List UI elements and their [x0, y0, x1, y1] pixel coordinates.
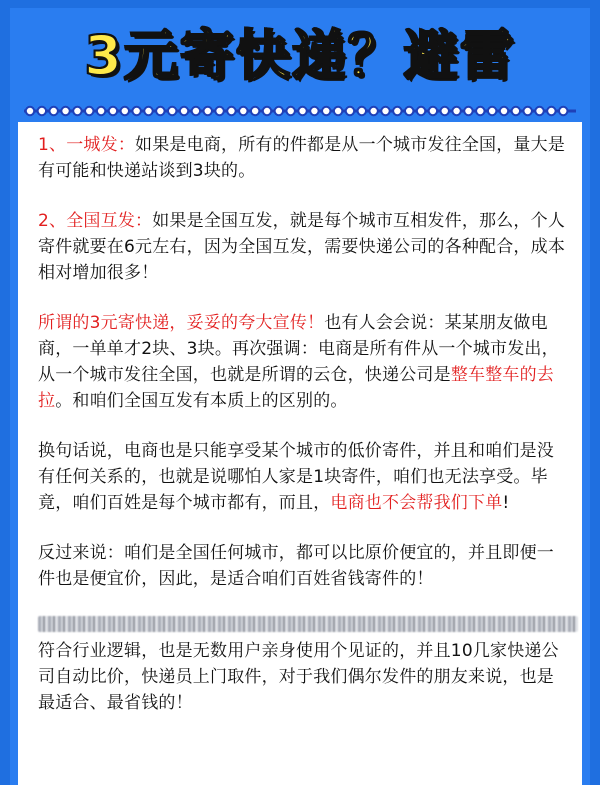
divider-dot	[334, 107, 342, 115]
divider-dot	[429, 107, 437, 115]
section-conclusion	[38, 638, 570, 716]
page-title: 3元寄快递？避雷	[84, 23, 516, 87]
section-four-body: 换句话说，电商也是只能享受某个城市的低价寄件，并且和咱们是没有任何关系的，也就是说哪怕人家是1块寄件，咱们也无法享受。毕竟，咱们百姓是每个城市都有，而且，	[38, 441, 554, 513]
divider-dot	[476, 107, 484, 115]
divider-dot	[500, 107, 508, 115]
decorative-divider	[24, 104, 576, 118]
divider-dot	[239, 107, 247, 115]
section-two-body: 如果是全国互发，就是每个城市互相发件，那么，个人寄件就要在6元左右，因为全国互发，需要快递公司的各种配合，成本相对增加很多！	[38, 211, 566, 283]
divider-dot	[73, 107, 81, 115]
section-three-body: 也有人会会说：某某朋友做电商，一单单才2块、3块。再次强调：电商是所有件从一个城市发出，从一个城市发往全国，也就是所谓的云仓，快递公司是	[38, 313, 559, 385]
section-one-heading: 1、一城发：	[38, 135, 136, 155]
divider-dot	[452, 107, 460, 115]
divider-dot	[168, 107, 176, 115]
divider-dot	[298, 107, 306, 115]
redacted-text-bar	[38, 616, 578, 632]
divider-dot	[215, 107, 223, 115]
section-exaggeration	[38, 310, 570, 414]
divider-dot	[61, 107, 69, 115]
section-three-tail: 。和咱们全国互发有本质上的区别的。	[55, 391, 348, 411]
divider-dot	[417, 107, 425, 115]
divider-dot	[144, 107, 152, 115]
divider-dot	[464, 107, 472, 115]
divider-dot	[251, 107, 259, 115]
divider-dot	[488, 107, 496, 115]
divider-dot	[121, 107, 129, 115]
divider-dot	[405, 107, 413, 115]
section-in-other-words	[38, 438, 570, 516]
section-six-body: 符合行业逻辑，也是无数用户亲身使用个见证的，并且10几家快递公司自动比价，快递员上门取件，对于我们偶尔发件的朋友来说，也是最适合、最省钱的！	[38, 641, 559, 713]
section-one-city	[38, 132, 570, 184]
divider-dot	[393, 107, 401, 115]
divider-dot	[192, 107, 200, 115]
poster-frame	[10, 8, 590, 785]
divider-dot	[109, 107, 117, 115]
divider-dot	[38, 107, 46, 115]
divider-dot	[275, 107, 283, 115]
divider-dot	[156, 107, 164, 115]
divider-dot	[559, 107, 567, 115]
section-three-highlight: 整车整车的去拉	[38, 365, 555, 411]
section-one-body: 如果是电商，所有的件都是从一个城市发往全国，量大是 有可能和快递站谈到3块的。	[38, 135, 566, 181]
divider-dot	[381, 107, 389, 115]
section-five-body: 反过来说：咱们是全国任何城市，都可以比原价便宜的，并且即便一件也是便宜价，因此，是适合咱们百姓省钱寄件的！	[38, 543, 554, 589]
section-nationwide	[38, 208, 570, 286]
section-three-heading: 所谓的3元寄快递，妥妥的夸大宣传！	[38, 313, 325, 333]
divider-dot	[97, 107, 105, 115]
divider-dot	[547, 107, 555, 115]
divider-dot	[132, 107, 140, 115]
divider-dot	[310, 107, 318, 115]
divider-dot	[512, 107, 520, 115]
section-conversely	[38, 540, 570, 592]
section-two-heading: 2、全国互发：	[38, 211, 153, 231]
divider-dot	[204, 107, 212, 115]
divider-dot	[26, 107, 34, 115]
content-card	[18, 122, 582, 785]
divider-dot	[227, 107, 235, 115]
divider-dot	[180, 107, 188, 115]
section-four-highlight: 电商也不会帮我们下单	[330, 493, 503, 513]
divider-dot	[535, 107, 543, 115]
divider-dot	[441, 107, 449, 115]
divider-dot	[358, 107, 366, 115]
title-area	[10, 12, 590, 90]
section-four-end: !	[502, 493, 510, 513]
divider-dot	[85, 107, 93, 115]
divider-dot	[524, 107, 532, 115]
divider-dot	[369, 107, 377, 115]
divider-dot	[263, 107, 271, 115]
divider-dot	[287, 107, 295, 115]
divider-dot	[346, 107, 354, 115]
divider-dot	[322, 107, 330, 115]
divider-dot	[50, 107, 58, 115]
